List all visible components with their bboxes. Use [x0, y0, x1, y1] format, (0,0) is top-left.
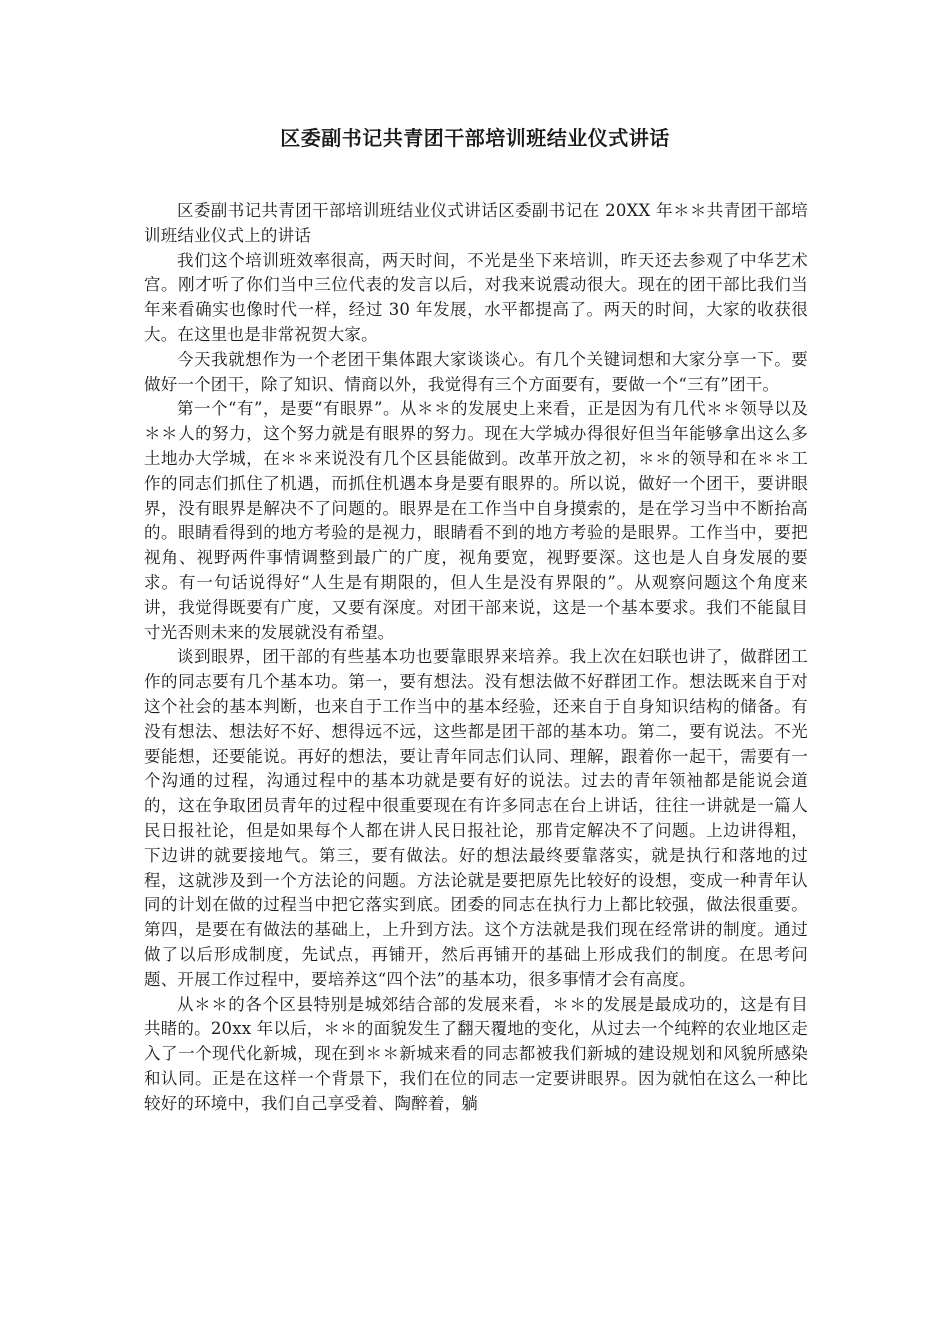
paragraph: 谈到眼界，团干部的有些基本功也要靠眼界来培养。我上次在妇联也讲了，做群团工作的同志要有几个基本功。第一，要有想法。没有想法做不好群团工作。想法既来自于对这个社会的基本判断，也来自于工作当中的基本经验，还来自于自身知识结构的储备。有没有想法、想法好不好、想得远不远，这些都是团干部的基本功。第二，要有说法。不光要能想，还要能说。再好的想法，要让青年同志们认同、理解，跟着你一起干，需要有一个沟通的过程，沟通过程中的基本功就是要有好的说法。过去的青年领袖都是能说会道的，这在争取团员青年的过程中很重要现在有许多同志在台上讲话，往往一讲就是一篇人民日报社论，但是如果每个人都在讲人民日报社论，那肯定解决不了问题。上边讲得粗，下边讲的就要接地气。第三，要有做法。好的想法最终要靠落实，就是执行和落地的过程，这就涉及到一个方法论的问题。方法论就是要把原先比较好的设想，变成一种青年认同的计划在做的过程当中把它落实到底。团委的同志在执行力上都比较强，做法很重要。第四，是要在有做法的基础上，上升到方法。这个方法就是我们现在经常讲的制度。通过做了以后形成制度，先试点，再铺开，然后再铺开的基础上形成我们的制度。在思考问题、开展工作过程中，要培养这“四个法”的基本功，很多事情才会有高度。: [144, 647, 808, 989]
document-title: 区委副书记共青团干部培训班结业仪式讲话: [280, 126, 670, 150]
paragraph: 今天我就想作为一个老团干集体跟大家谈谈心。有几个关键词想和大家分享一下。要做好一个团干，除了知识、情商以外，我觉得有三个方面要有，要做一个“三有”团干。: [144, 349, 808, 394]
paragraph: 从＊＊的各个区县特别是城郊结合部的发展来看，＊＊的发展是最成功的，这是有目共睹的。20xx 年以后，＊＊的面貌发生了翻天覆地的变化，从过去一个纯粹的农业地区走入了一个现代化新城，现在到＊＊新城来看的同志都被我们新城的建设规划和风貌所感染和认同。正是在这样一个背景下，我们在位的同志一定要讲眼界。因为就怕在这么一种比较好的环境中，我们自己享受着、陶醉着，躺: [144, 994, 808, 1113]
paragraph: 我们这个培训班效率很高，两天时间，不光是坐下来培训，昨天还去参观了中华艺术宫。刚才听了你们当中三位代表的发言以后，对我来说震动很大。现在的团干部比我们当年来看确实也像时代一样，经过 30 年发展，水平都提高了。两天的时间，大家的收获很大。在这里也是非常祝贺大家。: [144, 250, 808, 344]
document-body: [144, 199, 808, 1116]
paragraph: 区委副书记共青团干部培训班结业仪式讲话区委副书记在 20XX 年＊＊共青团干部培训班结业仪式上的讲话: [144, 201, 808, 245]
paragraph: 第一个“有”，是要“有眼界”。从＊＊的发展史上来看，正是因为有几代＊＊领导以及＊＊人的努力，这个努力就是有眼界的努力。现在大学城办得很好但当年能够拿出这么多土地办大学城，在＊＊来说没有几个区县能做到。改革开放之初，＊＊的领导和在＊＊工作的同志们抓住了机遇，而抓住机遇本身是要有眼界的。所以说，做好一个团干，要讲眼界，没有眼界是解决不了问题的。眼界是在工作当中自身摸索的，是在学习当中不断抬高的。眼睛看得到的地方考验的是视力，眼睛看不到的地方考验的是眼界。工作当中，要把视角、视野两件事情调整到最广的广度，视角要宽，视野要深。这也是人自身发展的要求。有一句话说得好“人生是有期限的，但人生是没有界限的”。从观察问题这个角度来讲，我觉得既要有广度，又要有深度。对团干部来说，这是一个基本要求。我们不能鼠目寸光否则未来的发展就没有希望。: [144, 399, 808, 642]
